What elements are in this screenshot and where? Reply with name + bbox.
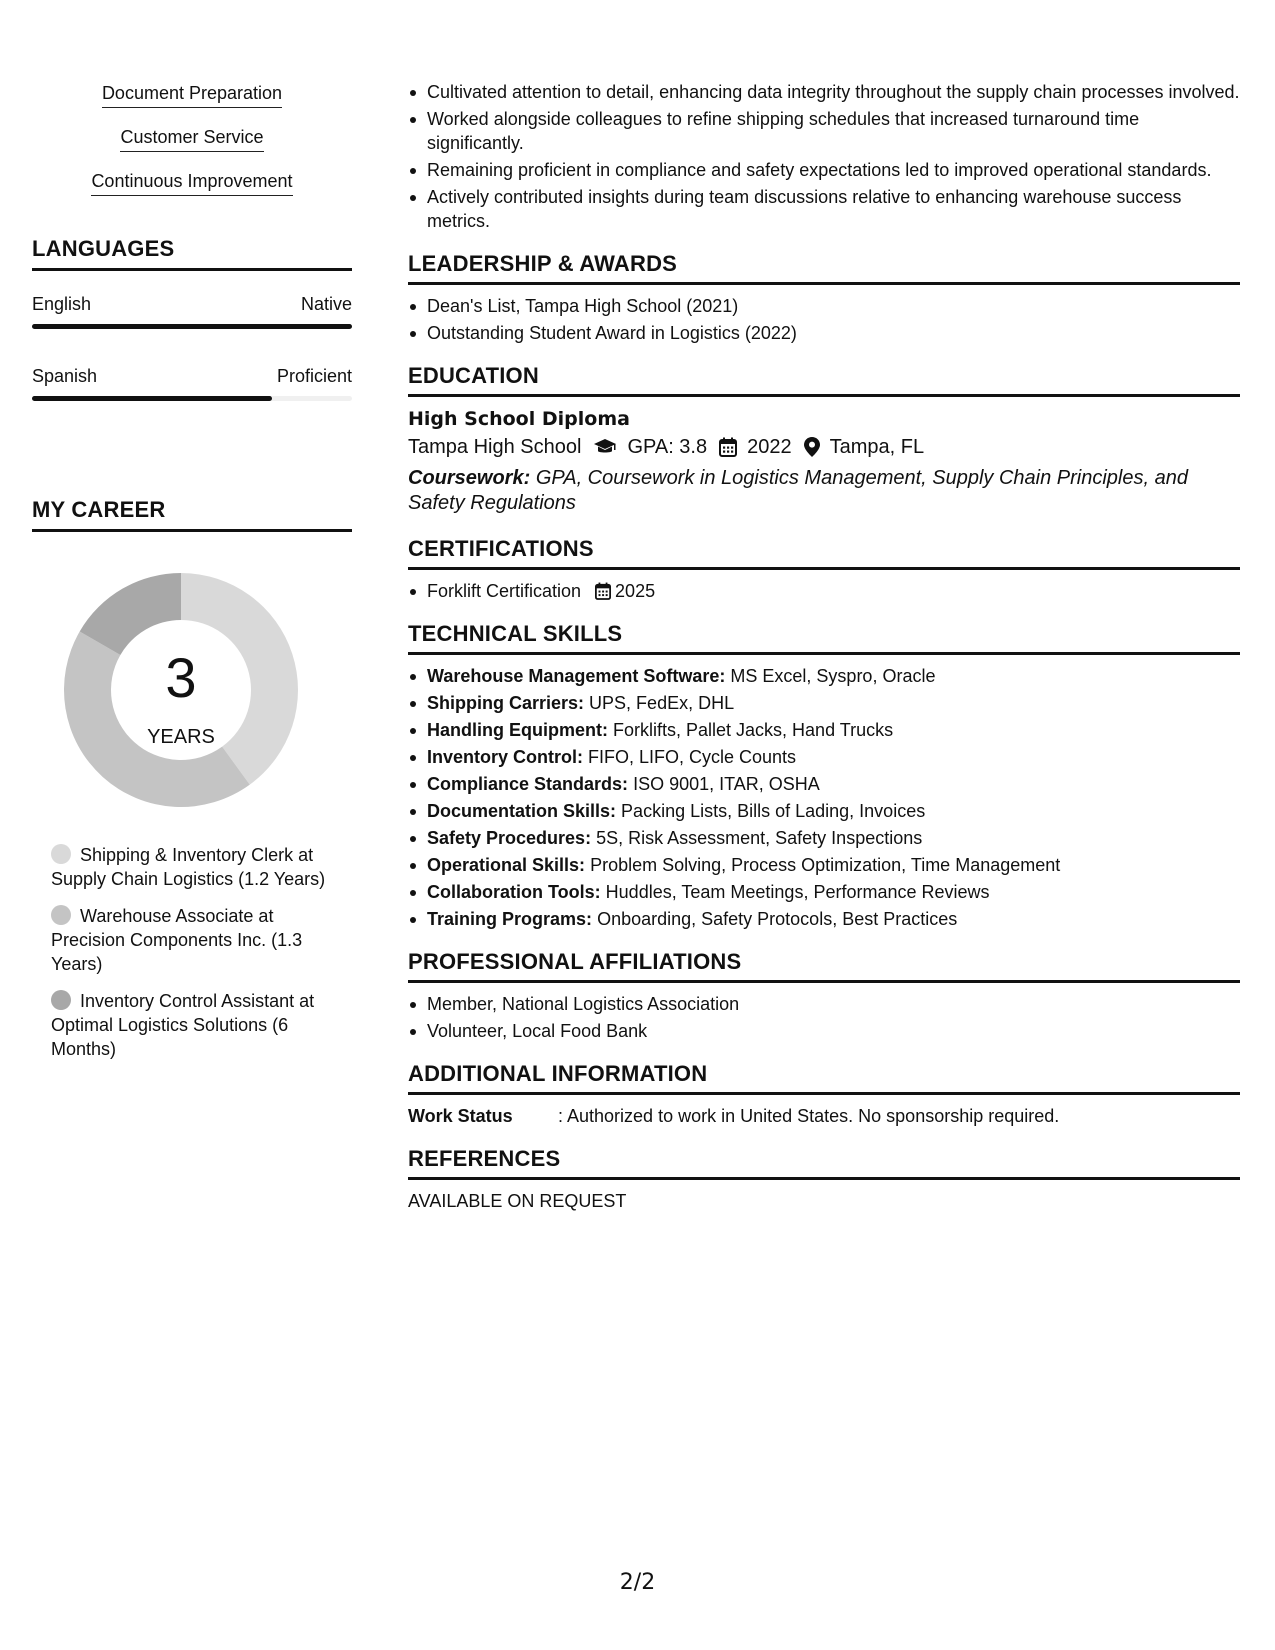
skill-value: Huddles, Team Meetings, Performance Reviews (605, 882, 990, 902)
skill-label: Compliance Standards: (427, 774, 629, 794)
skill-label: Collaboration Tools: (427, 882, 601, 902)
language-name: English (32, 294, 92, 314)
experience-bullet: Actively contributed insights during team discussions relative to enhancing warehouse success metrics. (408, 185, 1240, 233)
technical-skills-heading: TECHNICAL SKILLS (408, 621, 1240, 655)
skill-value: UPS, FedEx, DHL (589, 693, 735, 713)
career-total-years: 3 (165, 646, 197, 709)
location-pin-icon (804, 437, 820, 457)
skill-value: Forklifts, Pallet Jacks, Hand Trucks (613, 720, 894, 740)
affiliations-heading: PROFESSIONAL AFFILIATIONS (408, 949, 1240, 983)
certifications-heading: CERTIFICATIONS (408, 536, 1240, 570)
work-status-label: Work Status (408, 1106, 513, 1126)
skill-value: Problem Solving, Process Optimization, Time Management (590, 855, 1061, 875)
language-proficiency-bar (32, 324, 352, 329)
language-proficiency-fill (32, 324, 352, 329)
experience-bullet: Cultivated attention to detail, enhancing data integrity throughout the supply chain processes involved. (408, 80, 1240, 104)
education-degree: High School Diploma (408, 408, 630, 430)
technical-skill-item (408, 853, 1240, 877)
career-legend (32, 843, 352, 1061)
certifications-list (408, 579, 1240, 603)
leadership-item: Dean's List, Tampa High School (2021) (408, 294, 1240, 318)
skill-label: Handling Equipment: (427, 720, 608, 740)
skill-tags (32, 82, 352, 214)
education-meta (408, 432, 1240, 462)
work-status-value: : Authorized to work in United States. No sponsorship required. (558, 1106, 1060, 1126)
legend-dot-icon (51, 990, 71, 1010)
language-row (32, 293, 352, 315)
skill-label: Shipping Carriers: (427, 693, 585, 713)
experience-bullets (408, 80, 1240, 233)
skill-label: Training Programs: (427, 909, 593, 929)
donut-center (56, 565, 306, 815)
skill-value: ISO 9001, ITAR, OSHA (633, 774, 820, 794)
career-legend-item (51, 989, 336, 1061)
skill-value: 5S, Risk Assessment, Safety Inspections (596, 828, 923, 848)
education-location: Tampa, FL (829, 436, 925, 458)
career-legend-item (51, 843, 336, 891)
left-column (32, 82, 352, 401)
skill-label: Inventory Control: (427, 747, 583, 767)
leadership-heading: LEADERSHIP & AWARDS (408, 251, 1240, 285)
education-gpa: GPA: 3.8 (627, 436, 708, 458)
leadership-list (408, 294, 1240, 345)
skill-value: FIFO, LIFO, Cycle Counts (588, 747, 797, 767)
skill-tag: Document Preparation (102, 82, 282, 108)
legend-dot-icon (51, 844, 71, 864)
right-column (408, 80, 1240, 1213)
education-coursework (408, 466, 1240, 516)
language-proficiency-bar (32, 396, 352, 401)
calendar-icon (595, 582, 611, 600)
technical-skill-item (408, 745, 1240, 769)
career-donut-chart (56, 565, 306, 815)
page-number: 2/2 (619, 1570, 656, 1595)
education-year: 2022 (747, 436, 792, 458)
calendar-icon (719, 437, 737, 457)
technical-skill-item (408, 907, 1240, 931)
skill-label: Documentation Skills: (427, 801, 617, 821)
affiliations-list (408, 992, 1240, 1043)
skill-tag: Continuous Improvement (91, 170, 292, 196)
affiliation-item: Member, National Logistics Association (408, 992, 1240, 1016)
technical-skill-item (408, 772, 1240, 796)
career-heading: MY CAREER (32, 497, 352, 532)
languages-section (32, 236, 352, 401)
skill-label: Operational Skills: (427, 855, 586, 875)
language-name: Spanish (32, 366, 98, 386)
coursework-label: Coursework: (408, 467, 531, 489)
graduation-cap-icon (593, 438, 617, 456)
skill-label: Warehouse Management Software: (427, 666, 726, 686)
languages-heading: LANGUAGES (32, 236, 352, 271)
references-text: AVAILABLE ON REQUEST (408, 1191, 627, 1211)
additional-info-heading: ADDITIONAL INFORMATION (408, 1061, 1240, 1095)
language-row (32, 365, 352, 387)
language-proficiency-fill (32, 396, 272, 401)
skill-tag: Customer Service (120, 126, 263, 152)
skill-label: Safety Procedures: (427, 828, 592, 848)
skill-value: Packing Lists, Bills of Lading, Invoices (621, 801, 926, 821)
technical-skill-item (408, 799, 1240, 823)
skill-value: Onboarding, Safety Protocols, Best Practices (597, 909, 958, 929)
education-heading: EDUCATION (408, 363, 1240, 397)
career-legend-item (51, 904, 336, 976)
skill-value: MS Excel, Syspro, Oracle (730, 666, 936, 686)
technical-skill-item (408, 880, 1240, 904)
experience-bullet: Remaining proficient in compliance and safety expectations led to improved operational standards. (408, 158, 1240, 182)
technical-skill-item (408, 691, 1240, 715)
leadership-item: Outstanding Student Award in Logistics (2022) (408, 321, 1240, 345)
language-level: Proficient (276, 366, 352, 386)
affiliation-item: Volunteer, Local Food Bank (408, 1019, 1240, 1043)
coursework-text: GPA, Coursework in Logistics Management, Supply Chain Principles, and Safety Regulations (408, 467, 1188, 514)
education-school: Tampa High School (408, 436, 582, 458)
career-role: Warehouse Associate at Precision Components Inc. (1.3 Years) (51, 906, 303, 974)
technical-skill-item (408, 664, 1240, 688)
certification-item (408, 579, 1240, 603)
references-heading: REFERENCES (408, 1146, 1240, 1180)
legend-dot-icon (51, 905, 71, 925)
career-role: Inventory Control Assistant at Optimal Logistics Solutions (6 Months) (51, 991, 315, 1059)
work-status-row (408, 1104, 1240, 1128)
technical-skill-item (408, 718, 1240, 742)
career-total-unit: YEARS (147, 726, 215, 748)
language-level: Native (300, 294, 352, 314)
career-section (32, 497, 352, 1074)
certification-name: Forklift Certification (427, 581, 582, 601)
experience-bullet: Worked alongside colleagues to refine shipping schedules that increased turnaround time significantly. (408, 107, 1240, 155)
career-role: Shipping & Inventory Clerk at Supply Chain Logistics (1.2 Years) (51, 845, 326, 889)
technical-skill-item (408, 826, 1240, 850)
technical-skills-list (408, 664, 1240, 931)
certification-year: 2025 (615, 581, 656, 601)
